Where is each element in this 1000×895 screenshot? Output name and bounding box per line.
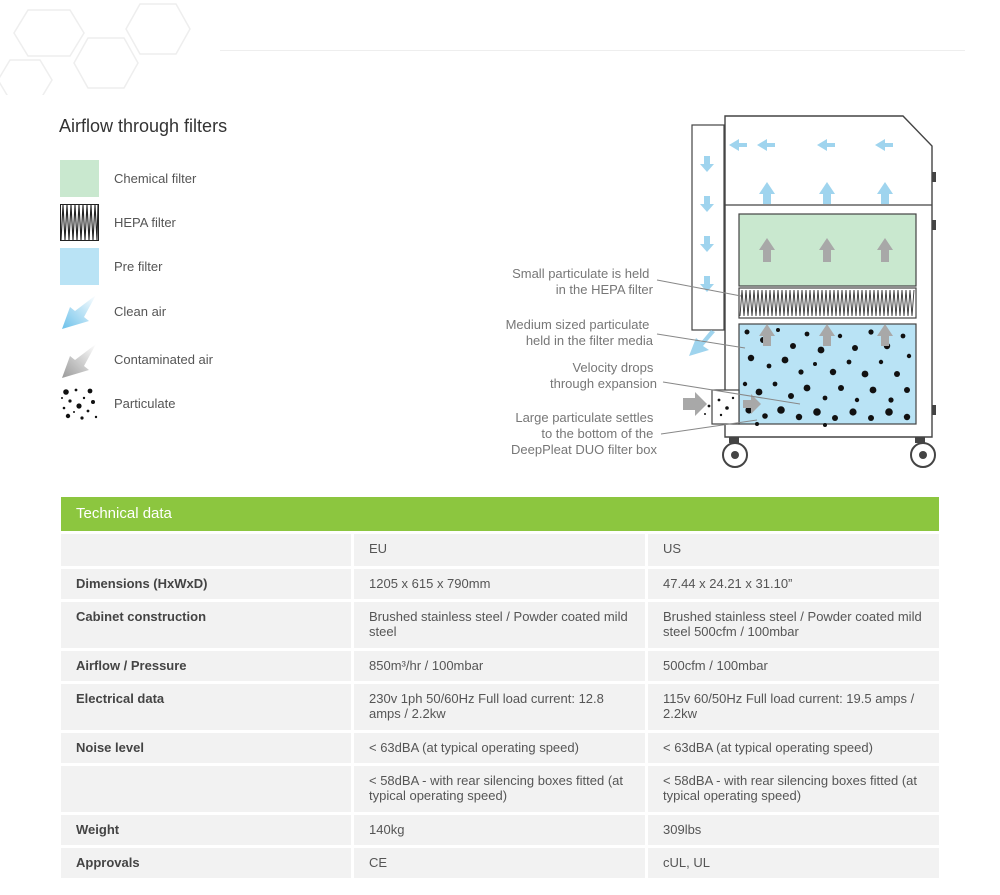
- hepa-filter-swatch: [60, 204, 99, 241]
- airflow-diagram: [495, 110, 950, 475]
- row-label: Noise level: [61, 733, 351, 763]
- callout-line: in the HEPA filter: [555, 282, 653, 297]
- row-value-us: Brushed stainless steel / Powder coated mild steel 500cfm / 100mbar: [648, 602, 939, 648]
- row-label: Weight: [61, 815, 351, 845]
- row-value-us: 500cfm / 100mbar: [648, 651, 939, 681]
- row-value-eu: 850m³/hr / 100mbar: [354, 651, 645, 681]
- callout-line: Medium sized particulate: [505, 317, 650, 332]
- legend-label: Chemical filter: [114, 171, 197, 186]
- table-title: Technical data: [61, 497, 939, 531]
- legend-label: HEPA filter: [114, 215, 176, 230]
- legend-label: Particulate: [114, 396, 176, 411]
- table-row: [61, 733, 939, 763]
- chemical-filter-swatch: [60, 160, 99, 197]
- table-header-row: [61, 534, 939, 566]
- clean-air-arrow-icon: [60, 293, 99, 330]
- legend-label: Pre filter: [114, 259, 163, 274]
- header-cell-us: US: [648, 534, 939, 566]
- legend-particulate: [60, 386, 240, 426]
- row-label: Electrical data: [61, 684, 351, 730]
- table-row: [61, 766, 939, 812]
- particulate-icon: [60, 386, 99, 423]
- callout-line: through expansion: [550, 376, 657, 391]
- callout-large-particulate: [511, 410, 657, 457]
- legend-chemical-filter: [60, 160, 240, 200]
- legend-label: Contaminated air: [114, 352, 213, 367]
- row-value-eu: Brushed stainless steel / Powder coated mild steel: [354, 602, 645, 648]
- table-row: [61, 569, 939, 599]
- callout-medium-particulate: [506, 317, 654, 348]
- row-label: [61, 766, 351, 812]
- legend-contaminated-air: [60, 342, 240, 382]
- technical-data-table: [61, 497, 939, 878]
- row-value-us: cUL, UL: [648, 848, 939, 878]
- callout-line: held in the filter media: [525, 333, 653, 348]
- legend-pre-filter: [60, 248, 240, 288]
- callout-velocity-drops: [550, 360, 657, 391]
- table-row: [61, 815, 939, 845]
- callout-line: DeepPleat DUO filter box: [511, 442, 657, 457]
- pre-filter-swatch: [60, 248, 99, 285]
- row-value-us: < 58dBA - with rear silencing boxes fitted (at typical operating speed): [648, 766, 939, 812]
- header-cell: [61, 534, 351, 566]
- callout-small-particulate: [512, 266, 654, 297]
- legend-clean-air: [60, 293, 240, 333]
- table-row: [61, 684, 939, 730]
- header-cell-eu: EU: [354, 534, 645, 566]
- row-value-eu: 140kg: [354, 815, 645, 845]
- contaminated-air-arrow-icon: [60, 342, 99, 379]
- row-value-us: 309lbs: [648, 815, 939, 845]
- row-value-us: < 63dBA (at typical operating speed): [648, 733, 939, 763]
- callout-line: Small particulate is held: [512, 266, 650, 281]
- table-row: [61, 651, 939, 681]
- row-value-us: 47.44 x 24.21 x 31.10”: [648, 569, 939, 599]
- section-heading: Airflow through filters: [59, 116, 228, 136]
- hexagon-pattern-decoration: [0, 0, 230, 95]
- header-divider: [220, 50, 965, 51]
- side-duct: [692, 125, 724, 330]
- legend-hepa-filter: [60, 204, 240, 244]
- caster-wheels: [723, 437, 935, 467]
- row-value-eu: < 63dBA (at typical operating speed): [354, 733, 645, 763]
- table-row: [61, 848, 939, 878]
- row-value-eu: 230v 1ph 50/60Hz Full load current: 12.8 amps / 2.2kw: [354, 684, 645, 730]
- row-value-eu: CE: [354, 848, 645, 878]
- row-label: Dimensions (HxWxD): [61, 569, 351, 599]
- callout-line: Large particulate settles: [515, 410, 654, 425]
- row-label: Airflow / Pressure: [61, 651, 351, 681]
- callout-line: Velocity drops: [572, 360, 654, 375]
- row-value-eu: 1205 x 615 x 790mm: [354, 569, 645, 599]
- row-label: Approvals: [61, 848, 351, 878]
- legend-label: Clean air: [114, 304, 167, 319]
- table-row: [61, 602, 939, 648]
- row-value-us: 115v 60/50Hz Full load current: 19.5 amps / 2.2kw: [648, 684, 939, 730]
- callout-line: to the bottom of the: [541, 426, 654, 441]
- row-value-eu: < 58dBA - with rear silencing boxes fitted (at typical operating speed): [354, 766, 645, 812]
- row-label: Cabinet construction: [61, 602, 351, 648]
- inlet-box: [712, 390, 739, 424]
